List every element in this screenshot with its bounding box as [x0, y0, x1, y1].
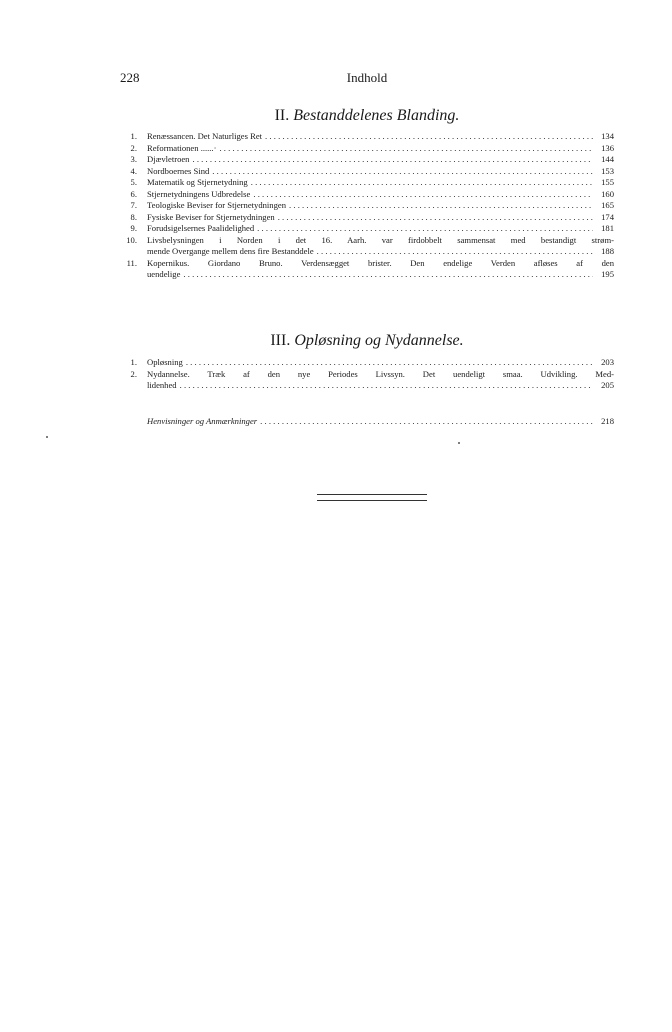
- entry-title: Teologiske Beviser for Stjernetydningen: [147, 200, 287, 210]
- entry-number: 3.: [130, 154, 137, 164]
- dot-leader: [278, 212, 593, 224]
- entry-title: Opløsning: [147, 357, 183, 367]
- page-number: 228: [120, 70, 140, 85]
- toc-entry[interactable]: [120, 154, 614, 166]
- toc-part3: [120, 357, 614, 392]
- toc-part2: [120, 131, 614, 281]
- entry-title: Matematik og Stjernetydning: [147, 177, 248, 187]
- section-heading-part2: [120, 107, 614, 125]
- entry-page: 160: [601, 188, 614, 199]
- section-numeral: III.: [270, 332, 291, 349]
- section-title: Opløsning og Nydannelse.: [294, 332, 464, 349]
- entry-title: mende Overgange mellem dens fire Bestanddele: [147, 246, 314, 256]
- dot-leader: [260, 416, 593, 428]
- entry-number: 7.: [130, 200, 137, 210]
- entry-page: 134: [601, 131, 614, 141]
- entry-title: Stjernetydningens Udbredelse: [147, 188, 251, 199]
- dot-leader: [251, 177, 593, 189]
- entry-title: Nordboernes Sind: [147, 165, 210, 176]
- entry-page: 188: [601, 246, 614, 256]
- entry-title: Reformationen ......·: [147, 142, 217, 153]
- toc-entry[interactable]: [120, 223, 614, 235]
- entry-title: uendelige: [147, 269, 181, 279]
- toc-entry[interactable]: [120, 177, 614, 189]
- entry-page: 203: [601, 357, 614, 367]
- entry-page: 205: [601, 380, 614, 390]
- toc-entry[interactable]: [120, 131, 614, 143]
- toc-entry[interactable]: [120, 200, 614, 212]
- entry-title: lidenhed: [147, 380, 177, 390]
- entry-page: 144: [601, 154, 614, 164]
- entry-title: Fysiske Beviser for Stjernetydningen: [147, 211, 275, 222]
- dot-leader: [289, 200, 593, 212]
- toc-entry[interactable]: [120, 258, 614, 281]
- entry-page: 136: [601, 142, 614, 153]
- entry-number: 2.: [130, 142, 137, 153]
- entry-page: 174: [601, 211, 614, 222]
- toc-entry[interactable]: [120, 166, 614, 178]
- entry-title: Livsbelysningen i Norden i det 16. Aarh. var firdobbelt sammensat med bestandigt strøm-: [147, 234, 614, 245]
- entry-number: 1.: [130, 131, 137, 141]
- entry-page: 195: [601, 269, 614, 279]
- section-heading-part3: [120, 332, 614, 350]
- entry-title: Renæssancen. Det Naturliges Ret: [147, 131, 263, 141]
- entry-title: Henvisninger og Anmærkninger: [147, 416, 258, 426]
- dot-leader: [183, 269, 593, 281]
- page-header: [120, 70, 614, 88]
- entry-number: 4.: [130, 165, 137, 176]
- toc-entry[interactable]: [120, 189, 614, 201]
- section-numeral: II.: [274, 107, 290, 124]
- section-title: Bestanddelenes Blanding.: [293, 107, 460, 124]
- entry-title: Djævletroen: [147, 154, 190, 164]
- entry-page: 181: [601, 223, 614, 233]
- toc-entry[interactable]: [120, 369, 614, 392]
- entry-page: 165: [601, 200, 614, 210]
- toc-entry[interactable]: [120, 235, 614, 258]
- dot-leader: [219, 143, 593, 155]
- toc-entry[interactable]: [120, 357, 614, 369]
- entry-title: Nydannelse. Træk af den nye Periodes Livssyn. Det uendeligt smaa. Udvikling. Med-: [147, 368, 614, 379]
- entry-number: 6.: [130, 188, 137, 199]
- dot-leader: [265, 131, 593, 143]
- toc-entry[interactable]: [120, 143, 614, 155]
- entry-page: 218: [601, 416, 614, 426]
- entry-number: 5.: [130, 177, 137, 187]
- entry-number: 8.: [130, 211, 137, 222]
- entry-title: Kopernikus. Giordano Bruno. Verdensægget brister. Den endelige Verden afløses af den: [147, 257, 614, 268]
- end-rule: [317, 494, 427, 501]
- entry-number: 2.: [130, 368, 137, 379]
- dot-leader: [253, 189, 593, 201]
- scan-speck: [458, 442, 460, 444]
- entry-number: 1.: [130, 357, 137, 367]
- dot-leader: [192, 154, 593, 166]
- toc-notes-entry[interactable]: [147, 416, 614, 428]
- entry-title: Forudsigelsernes Paalidelighed: [147, 223, 255, 233]
- entry-page: 153: [601, 165, 614, 176]
- dot-leader: [212, 166, 593, 178]
- toc-entry[interactable]: [120, 212, 614, 224]
- entry-page: 155: [601, 177, 614, 187]
- dot-leader: [180, 380, 593, 392]
- running-title: Indhold: [346, 70, 388, 85]
- dot-leader: [186, 357, 593, 369]
- dot-leader: [257, 223, 593, 235]
- dot-leader: [317, 246, 593, 258]
- entry-number: 10.: [126, 234, 137, 245]
- entry-number: 11.: [126, 257, 137, 268]
- entry-number: 9.: [130, 223, 137, 233]
- scan-speck: [46, 436, 48, 438]
